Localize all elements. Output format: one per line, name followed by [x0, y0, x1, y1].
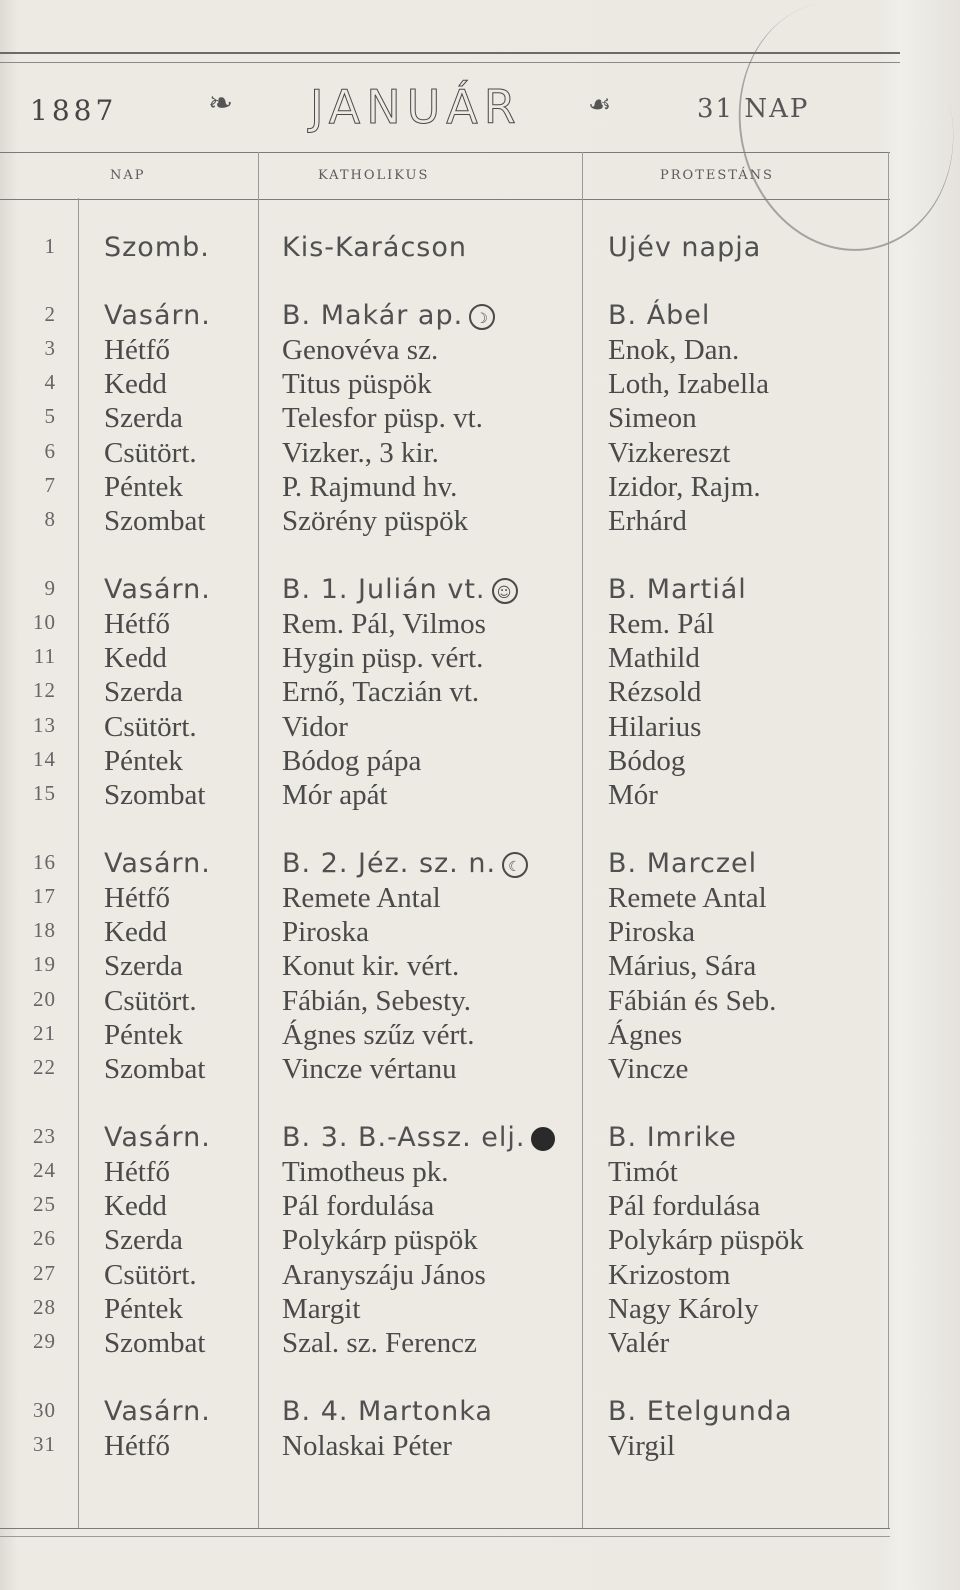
catholic-saint-cell	[282, 1224, 478, 1257]
protestant-saint: Pál fordulása	[608, 1190, 761, 1222]
month-title: JANUÁR	[310, 80, 522, 134]
day-number: 22	[33, 1055, 56, 1079]
catholic-saint-cell	[282, 950, 459, 983]
calendar-row	[0, 471, 900, 505]
weekday: Vasárn.	[104, 574, 211, 605]
calendar-row	[0, 745, 900, 779]
day-number: 27	[33, 1261, 56, 1285]
day-number: 12	[33, 678, 56, 702]
day-number: 31	[33, 1432, 56, 1456]
flourish-left-icon: ❧	[208, 86, 234, 121]
day-number: 25	[33, 1192, 56, 1216]
day-number: 3	[44, 336, 56, 360]
weekday: Hétfő	[104, 1156, 171, 1188]
day-number: 28	[33, 1295, 56, 1319]
weekday: Csütört.	[104, 1259, 197, 1291]
full-moon-icon: ☺	[492, 578, 518, 604]
calendar-row	[0, 574, 900, 608]
calendar-row	[0, 1259, 900, 1293]
catholic-saint: B. Makár ap.	[282, 300, 464, 331]
catholic-saint: Ágnes szűz vért.	[282, 1019, 475, 1051]
day-number: 23	[33, 1124, 56, 1148]
catholic-saint: Vincze vértanu	[282, 1053, 457, 1085]
day-number: 9	[44, 576, 56, 600]
bottom-rule	[0, 1528, 890, 1529]
protestant-saint: Vincze	[608, 1053, 689, 1085]
calendar-row	[0, 1327, 900, 1361]
protestant-saint: Rem. Pál	[608, 608, 715, 640]
day-number: 21	[33, 1021, 56, 1045]
bottom-rule-thin	[0, 1536, 890, 1537]
day-number: 15	[33, 781, 56, 805]
weekday: Hétfő	[104, 608, 171, 640]
catholic-saint: B. 4. Martonka	[282, 1396, 493, 1427]
calendar-row	[0, 1156, 900, 1190]
catholic-saint: Hygin püsp. vért.	[282, 642, 484, 674]
catholic-saint: Margit	[282, 1293, 361, 1325]
protestant-saint: Loth, Izabella	[608, 368, 770, 400]
calendar-row	[0, 1293, 900, 1327]
column-header-protestant: PROTESTÁNS	[660, 168, 774, 183]
catholic-saint-cell	[282, 642, 483, 675]
catholic-saint: Titus püspök	[282, 368, 432, 400]
day-number: 4	[44, 370, 56, 394]
weekday: Péntek	[104, 1019, 183, 1051]
weekday: Kedd	[104, 1190, 167, 1222]
weekday: Csütört.	[104, 985, 197, 1017]
catholic-saint-cell	[282, 1430, 452, 1463]
calendar-row	[0, 608, 900, 642]
day-number: 11	[33, 644, 56, 668]
catholic-saint: Pál fordulása	[282, 1190, 435, 1222]
catholic-saint: Mór apát	[282, 779, 388, 811]
protestant-saint: B. Imrike	[608, 1122, 737, 1153]
day-number: 17	[33, 884, 56, 908]
catholic-saint-cell	[282, 1122, 555, 1153]
catholic-saint-cell	[282, 1396, 493, 1427]
catholic-saint-cell	[282, 232, 467, 263]
calendar-row	[0, 711, 900, 745]
calendar-row	[0, 1190, 900, 1224]
protestant-saint: Vizkereszt	[608, 437, 731, 469]
day-number: 30	[33, 1398, 56, 1422]
weekday: Péntek	[104, 745, 183, 777]
catholic-saint-cell	[282, 916, 369, 949]
catholic-saint: Telesfor püsp. vt.	[282, 402, 483, 434]
weekday: Szerda	[104, 676, 183, 708]
calendar-row	[0, 985, 900, 1019]
weekday: Szombat	[104, 1053, 206, 1085]
protestant-saint: Fábián és Seb.	[608, 985, 777, 1017]
weekday: Csütört.	[104, 711, 197, 743]
weekday: Péntek	[104, 471, 183, 503]
catholic-saint-cell	[282, 882, 441, 915]
weekday: Hétfő	[104, 882, 171, 914]
protestant-saint: Virgil	[608, 1430, 676, 1462]
weekday: Szerda	[104, 1224, 183, 1256]
protestant-saint: Ujév napja	[608, 232, 762, 263]
weekday: Vasárn.	[104, 1396, 211, 1427]
weekday: Vasárn.	[104, 848, 211, 879]
catholic-saint: B. 3. B.-Assz. elj.	[282, 1122, 526, 1153]
catholic-saint-cell	[282, 334, 438, 367]
weekday: Kedd	[104, 916, 167, 948]
calendar-row	[0, 779, 900, 813]
catholic-saint-cell	[282, 745, 421, 778]
protestant-saint: Timót	[608, 1156, 678, 1188]
calendar-row	[0, 1019, 900, 1053]
catholic-saint: Piroska	[282, 916, 369, 948]
first-quarter-moon-icon: ☽	[469, 304, 495, 330]
calendar-row	[0, 505, 900, 539]
catholic-saint: B. 2. Jéz. sz. n.	[282, 848, 497, 879]
day-number: 5	[44, 404, 56, 428]
protestant-saint: Ágnes	[608, 1019, 683, 1051]
weekday: Hétfő	[104, 334, 171, 366]
calendar-row	[0, 334, 900, 368]
weekday: Szomb.	[104, 232, 210, 263]
catholic-saint: B. 1. Julián vt.	[282, 574, 486, 605]
column-header-catholic: KATHOLIKUS	[318, 168, 430, 183]
last-quarter-moon-icon: ☾	[502, 852, 528, 878]
protestant-saint: B. Marczel	[608, 848, 758, 879]
column-headers	[0, 152, 890, 200]
calendar-row	[0, 1122, 900, 1156]
day-number: 2	[44, 302, 56, 326]
protestant-saint: Polykárp püspök	[608, 1224, 804, 1256]
weekday: Szombat	[104, 505, 206, 537]
catholic-saint: Remete Antal	[282, 882, 441, 914]
calendar-row	[0, 642, 900, 676]
protestant-saint: Simeon	[608, 402, 697, 434]
catholic-saint-cell	[282, 1259, 486, 1292]
weekday: Hétfő	[104, 1430, 171, 1462]
protestant-saint: Mathild	[608, 642, 700, 674]
weekday: Vasárn.	[104, 300, 211, 331]
catholic-saint: Genovéva sz.	[282, 334, 439, 366]
weekday: Kedd	[104, 642, 167, 674]
protestant-saint: Krizostom	[608, 1259, 731, 1291]
catholic-saint: Bódog pápa	[282, 745, 422, 777]
calendar-row	[0, 232, 900, 266]
catholic-saint-cell	[282, 1327, 477, 1360]
day-number: 16	[33, 850, 56, 874]
protestant-saint: B. Ábel	[608, 300, 711, 331]
catholic-saint-cell	[282, 368, 432, 401]
calendar-row	[0, 368, 900, 402]
protestant-saint: B. Martiál	[608, 574, 747, 605]
calendar-row	[0, 882, 900, 916]
catholic-saint-cell	[282, 985, 471, 1018]
day-number: 19	[33, 952, 56, 976]
day-number: 14	[33, 747, 56, 771]
protestant-saint: Valér	[608, 1327, 670, 1359]
calendar-row	[0, 300, 900, 334]
day-number: 7	[44, 473, 56, 497]
catholic-saint: Vizker., 3 kir.	[282, 437, 439, 469]
catholic-saint: Polykárp püspök	[282, 1224, 478, 1256]
catholic-saint-cell	[282, 711, 348, 744]
protestant-saint: Mór	[608, 779, 658, 811]
new-moon-icon	[531, 1127, 555, 1151]
day-number: 20	[33, 987, 56, 1011]
weekday: Szombat	[104, 1327, 206, 1359]
calendar-row	[0, 916, 900, 950]
catholic-saint: Konut kir. vért.	[282, 950, 460, 982]
catholic-saint-cell	[282, 574, 518, 605]
catholic-saint: Aranyszáju János	[282, 1259, 486, 1291]
day-number: 18	[33, 918, 56, 942]
calendar-row	[0, 848, 900, 882]
catholic-saint: P. Rajmund hv.	[282, 471, 458, 503]
year: 1887	[30, 94, 118, 127]
catholic-saint: Kis-Karácson	[282, 232, 467, 263]
protestant-saint: Márius, Sára	[608, 950, 757, 982]
catholic-saint: Nolaskai Péter	[282, 1430, 452, 1462]
day-number: 13	[33, 713, 56, 737]
calendar-row	[0, 1396, 900, 1430]
day-number: 24	[33, 1158, 56, 1182]
calendar-row	[0, 402, 900, 436]
protestant-saint: Rézsold	[608, 676, 702, 708]
protestant-saint: Erhárd	[608, 505, 687, 537]
catholic-saint: Ernő, Taczián vt.	[282, 676, 480, 708]
catholic-saint-cell	[282, 402, 483, 435]
protestant-saint: Piroska	[608, 916, 695, 948]
catholic-saint-cell	[282, 608, 486, 641]
weekday: Szombat	[104, 779, 206, 811]
catholic-saint: Rem. Pál, Vilmos	[282, 608, 486, 640]
catholic-saint-cell	[282, 676, 479, 709]
weekday: Vasárn.	[104, 1122, 211, 1153]
catholic-saint-cell	[282, 1156, 449, 1189]
column-header-day: NAP	[110, 168, 146, 183]
catholic-saint-cell	[282, 505, 468, 538]
weekday: Csütört.	[104, 437, 197, 469]
protestant-saint: Remete Antal	[608, 882, 767, 914]
calendar-row	[0, 676, 900, 710]
catholic-saint-cell	[282, 779, 388, 812]
calendar-row	[0, 1430, 900, 1464]
catholic-saint: Szal. sz. Ferencz	[282, 1327, 477, 1359]
catholic-saint: Timotheus pk.	[282, 1156, 449, 1188]
protestant-saint: Nagy Károly	[608, 1293, 759, 1325]
day-number: 10	[33, 610, 56, 634]
weekday: Szerda	[104, 950, 183, 982]
protestant-saint: B. Etelgunda	[608, 1396, 793, 1427]
calendar-row	[0, 950, 900, 984]
day-number: 26	[33, 1226, 56, 1250]
catholic-saint-cell	[282, 471, 457, 504]
weekday: Szerda	[104, 402, 183, 434]
protestant-saint: Hilarius	[608, 711, 702, 743]
catholic-saint-cell	[282, 437, 439, 470]
catholic-saint-cell	[282, 848, 528, 879]
days-count: 31 NAP	[697, 94, 810, 124]
calendar-row	[0, 1224, 900, 1258]
calendar-row	[0, 1053, 900, 1087]
catholic-saint: Fábián, Sebesty.	[282, 985, 472, 1017]
day-number: 8	[44, 507, 56, 531]
day-number: 29	[33, 1329, 56, 1353]
catholic-saint: Vidor	[282, 711, 348, 743]
weekday: Péntek	[104, 1293, 183, 1325]
protestant-saint: Enok, Dan.	[608, 334, 740, 366]
day-number: 1	[44, 234, 56, 258]
calendar-row	[0, 437, 900, 471]
protestant-saint: Bódog	[608, 745, 686, 777]
catholic-saint-cell	[282, 1293, 360, 1326]
catholic-saint-cell	[282, 1019, 474, 1052]
catholic-saint-cell	[282, 300, 495, 331]
protestant-saint: Izidor, Rajm.	[608, 471, 761, 503]
day-number: 6	[44, 439, 56, 463]
catholic-saint-cell	[282, 1190, 434, 1223]
catholic-saint-cell	[282, 1053, 457, 1086]
weekday: Kedd	[104, 368, 167, 400]
catholic-saint: Szörény püspök	[282, 505, 469, 537]
flourish-right-icon: ☙	[588, 90, 612, 120]
